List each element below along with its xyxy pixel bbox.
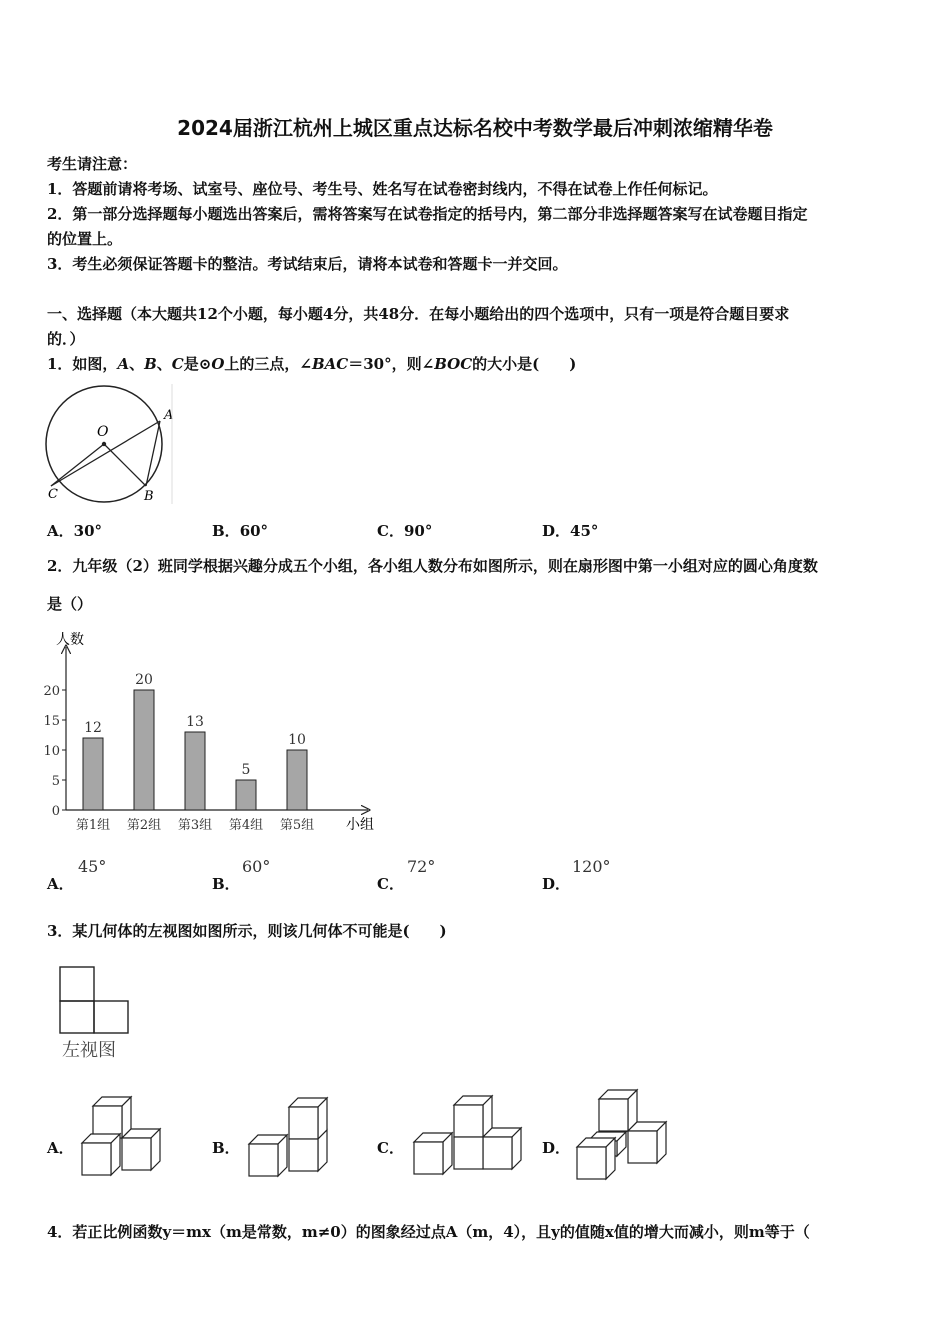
bar-value-2: 20 (135, 672, 153, 688)
bar-2 (134, 690, 154, 810)
bar-1 (83, 738, 103, 810)
q3-option-d-figure (573, 1085, 673, 1183)
q1-stem-post: 的大小是( ) (472, 355, 577, 373)
y-tick-label-20: 20 (43, 684, 60, 699)
q1-center-o: O (211, 355, 225, 373)
y-tick-label-5: 5 (51, 774, 60, 789)
q1-stem-mid: 是⊙ (183, 355, 212, 373)
category-label-4: 第4组 (228, 818, 264, 833)
y-axis-label: 人数 (56, 632, 84, 648)
label-c: C (48, 487, 58, 502)
q1-circle-figure (40, 382, 180, 508)
q3-stem: 3．某几何体的左视图如图所示，则该几何体不可能是( ) (47, 922, 447, 940)
y-tick-label-0: 0 (51, 804, 60, 819)
bar-value-5: 10 (288, 732, 306, 748)
q1-option-d[interactable]: D．45° (542, 522, 599, 540)
q1-sep-2: 、 (156, 355, 172, 373)
category-label-2: 第2组 (126, 818, 162, 833)
y-tick-label-10: 10 (43, 744, 60, 759)
y-tick-label-15: 15 (43, 714, 60, 729)
label-o: O (97, 424, 109, 440)
q3-option-a[interactable]: A． (47, 1139, 74, 1157)
notice-item-2: 2．第一部分选择题每小题选出答案后，需将答案写在试卷指定的括号内，第二部分非选择题答案写在试卷题目指定 (47, 205, 808, 223)
q2-option-a-value: 45° (78, 857, 107, 876)
q4-stem: 4．若正比例函数y＝mx（m是常数，m≠0）的图象经过点A（m，4），且y的值随x值的增大而减小，则m等于（ (47, 1223, 810, 1241)
q2-stem: 2．九年级（2）班同学根据兴趣分成五个小组，各小组人数分布如图所示，则在扇形图中第一小组对应的圆心角度数 (47, 557, 818, 575)
bar-3 (185, 732, 205, 810)
q3-option-d[interactable]: D． (542, 1139, 571, 1157)
q1-stem-mid2: 上的三点，∠ (224, 355, 312, 373)
bar-5 (287, 750, 307, 810)
group-bar-chart (40, 625, 390, 840)
q3-option-c[interactable]: C． (377, 1139, 404, 1157)
q2-option-a[interactable]: A． (47, 875, 74, 893)
label-a: A (164, 408, 174, 423)
q3-option-b-figure (245, 1095, 337, 1180)
q1-stem (47, 353, 576, 374)
q1-point-b: B (144, 355, 157, 373)
q1-angle-bac: BAC (311, 355, 349, 373)
q1-option-b[interactable]: B．60° (212, 522, 269, 540)
q2-option-c[interactable]: C． (377, 875, 404, 893)
q2-option-d-value: 120° (572, 857, 611, 876)
q1-option-a[interactable]: A．30° (47, 522, 103, 540)
q3-left-view (55, 962, 135, 1062)
q2-stem-cont: 是（） (47, 595, 93, 613)
notice-item-3: 3．考生必须保证答题卡的整洁。考试结束后，请将本试卷和答题卡一并交回。 (47, 255, 568, 273)
section-heading: 一、选择题（本大题共12个小题，每小题4分，共48分．在每小题给出的四个选项中，只有一项是符合题目要求 (47, 305, 790, 323)
page-title: 2024届浙江杭州上城区重点达标名校中考数学最后冲刺浓缩精华卷 (177, 116, 773, 140)
q1-option-c[interactable]: C．90° (377, 522, 433, 540)
label-b: B (144, 489, 154, 504)
left-view-caption: 左视图 (62, 1040, 116, 1061)
q1-angle-boc: BOC (434, 355, 473, 373)
q1-stem-pre: 1．如图， (47, 355, 118, 373)
bar-value-3: 13 (186, 714, 204, 730)
q2-option-c-value: 72° (407, 857, 436, 876)
q3-option-b[interactable]: B． (212, 1139, 240, 1157)
section-heading-cont: 的．） (47, 330, 85, 348)
category-label-1: 第1组 (75, 818, 111, 833)
q3-option-c-figure (410, 1093, 530, 1178)
x-axis-label: 小组 (346, 817, 374, 833)
notice-item-1: 1．答题前请将考场、试室号、座位号、考生号、姓名写在试卷密封线内，不得在试卷上作任何标记。 (47, 180, 718, 198)
q1-sep-1: 、 (129, 355, 145, 373)
category-label-3: 第3组 (177, 818, 213, 833)
notice-heading: 考生请注意： (47, 155, 138, 173)
q2-option-b[interactable]: B． (212, 875, 240, 893)
notice-item-2-cont: 的位置上。 (47, 230, 123, 248)
q2-option-d[interactable]: D． (542, 875, 571, 893)
bar-value-1: 12 (84, 720, 102, 736)
bar-value-4: 5 (241, 762, 251, 778)
q3-option-a-figure (78, 1092, 166, 1177)
category-label-5: 第5组 (279, 818, 315, 833)
q1-point-c: C (171, 355, 184, 373)
q2-option-b-value: 60° (242, 857, 271, 876)
bar-4 (236, 780, 256, 810)
q1-stem-mid3: ＝30°，则∠ (348, 355, 435, 373)
q1-point-a: A (117, 355, 130, 373)
